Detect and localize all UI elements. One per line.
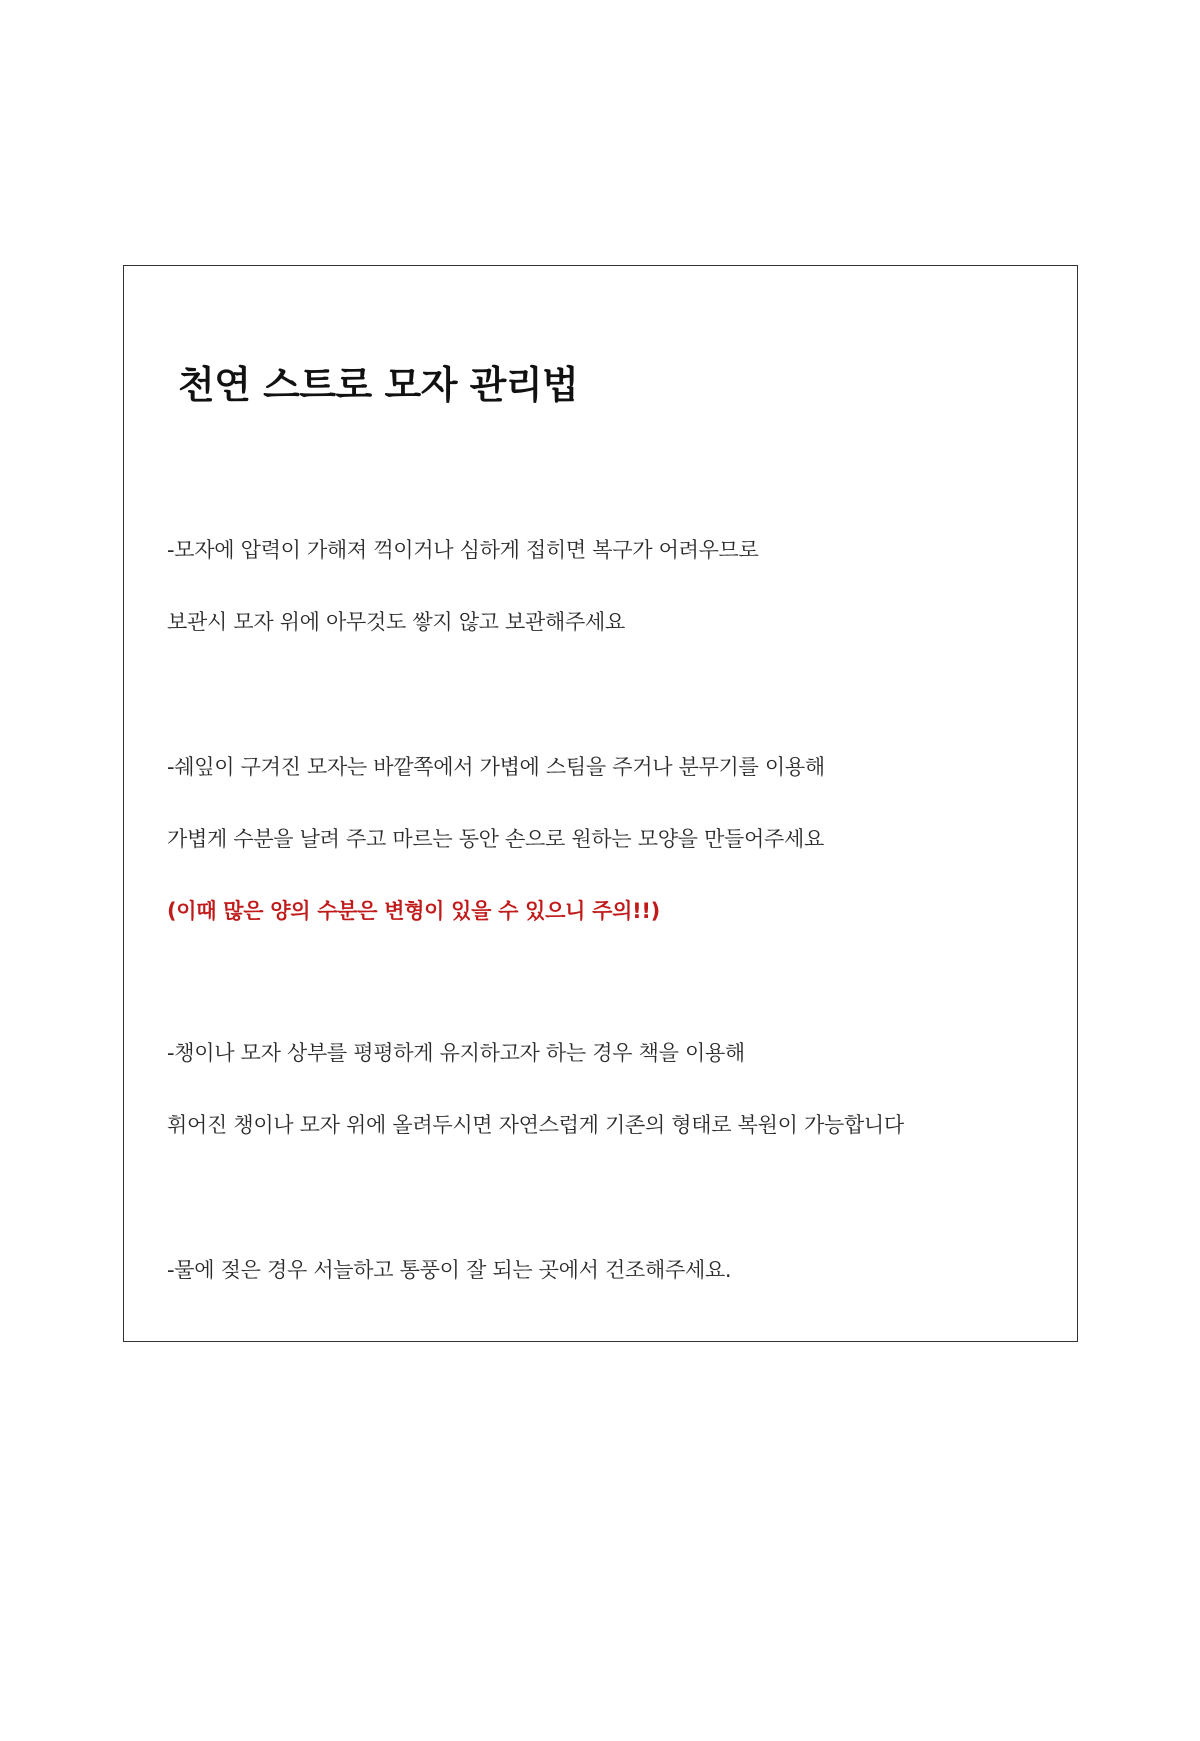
section-3-line-2: 휘어진 챙이나 모자 위에 올려두시면 자연스럽게 기존의 형태로 복원이 가능합니다	[167, 1113, 904, 1137]
section-3-line-1: -챙이나 모자 상부를 평평하게 유지하고자 하는 경우 책을 이용해	[167, 1041, 745, 1065]
section-2-line-2: 가볍게 수분을 날려 주고 마르는 동안 손으로 원하는 모양을 만들어주세요	[167, 827, 824, 851]
care-guide-box	[123, 265, 1078, 1342]
section-1-line-1: -모자에 압력이 가해져 꺽이거나 심하게 접히면 복구가 어려우므로	[167, 538, 759, 562]
section-4-line-1: -물에 젖은 경우 서늘하고 통풍이 잘 되는 곳에서 건조해주세요.	[167, 1258, 732, 1282]
page-title: 천연 스트로 모자 관리법	[178, 363, 579, 407]
section-2-line-1: -쉐잎이 구겨진 모자는 바깥쪽에서 가볍에 스팀을 주거나 분무기를 이용해	[167, 755, 825, 779]
warning-note: (이때 많은 양의 수분은 변형이 있을 수 있으니 주의!!)	[167, 899, 660, 923]
section-1-line-2: 보관시 모자 위에 아무것도 쌓지 않고 보관해주세요	[167, 610, 625, 634]
